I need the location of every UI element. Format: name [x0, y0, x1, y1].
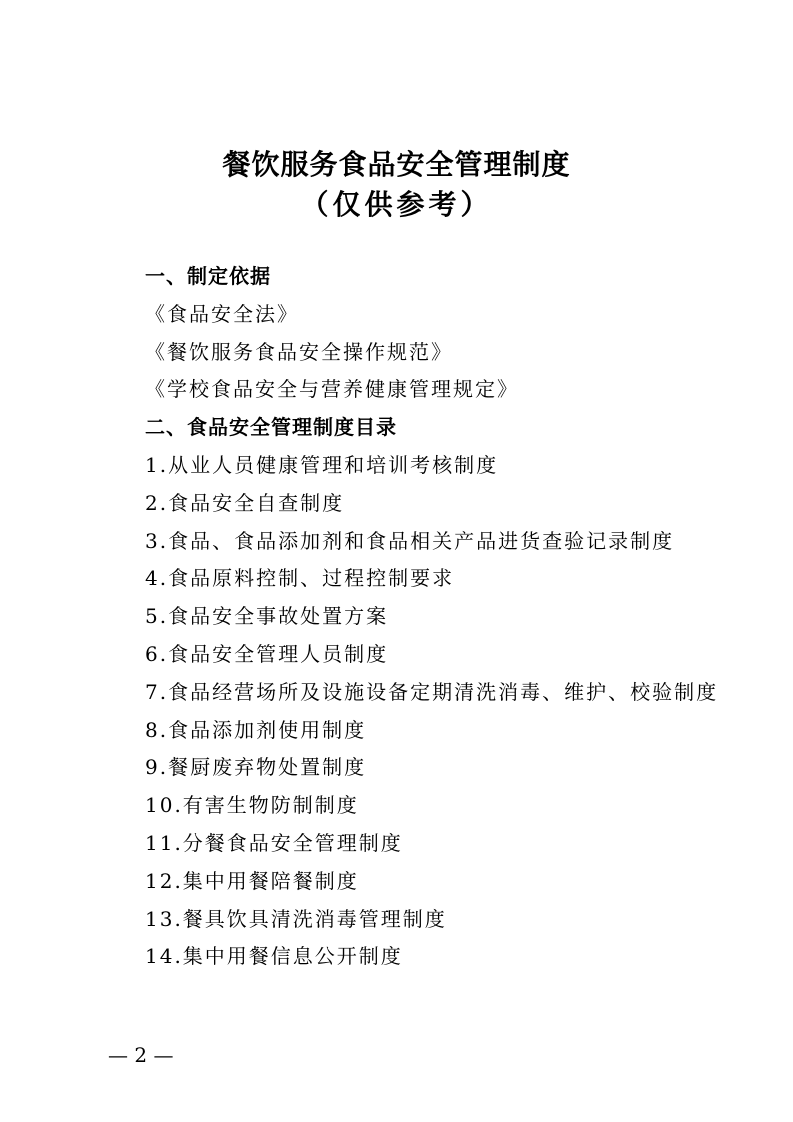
catalog-item: 8.食品添加剂使用制度	[145, 717, 367, 742]
catalog-item: 9.餐厨废弃物处置制度	[145, 755, 367, 780]
catalog-item: 3.食品、食品添加剂和食品相关产品进货查验记录制度	[145, 528, 675, 553]
document-subtitle: （仅供参考）	[300, 188, 493, 221]
section-heading-basis: 一、制定依据	[145, 264, 271, 288]
catalog-item: 11.分餐食品安全管理制度	[145, 830, 403, 855]
catalog-item: 10.有害生物防制制度	[145, 793, 359, 818]
section-heading-catalog: 二、食品安全管理制度目录	[145, 415, 397, 440]
catalog-item: 5.食品安全事故处置方案	[145, 604, 389, 629]
catalog-item: 2.食品安全自查制度	[145, 490, 345, 515]
document-title: 餐饮服务食品安全管理制度	[222, 148, 571, 181]
catalog-item: 12.集中用餐陪餐制度	[145, 868, 359, 893]
catalog-item: 7.食品经营场所及设施设备定期清洗消毒、维护、校验制度	[145, 679, 719, 704]
document-body	[145, 258, 745, 976]
catalog-item: 6.食品安全管理人员制度	[145, 641, 389, 666]
basis-item: 《餐饮服务食品安全操作规范》	[145, 339, 453, 364]
catalog-item: 4.食品原料控制、过程控制要求	[145, 566, 455, 591]
catalog-item: 14.集中用餐信息公开制度	[145, 944, 403, 969]
basis-item: 《食品安全法》	[145, 301, 299, 326]
catalog-item: 13.餐具饮具清洗消毒管理制度	[145, 906, 447, 931]
catalog-item: 1.从业人员健康管理和培训考核制度	[145, 452, 499, 477]
basis-item: 《学校食品安全与营养健康管理规定》	[145, 377, 519, 402]
page-number: — 2 —	[108, 1043, 174, 1067]
